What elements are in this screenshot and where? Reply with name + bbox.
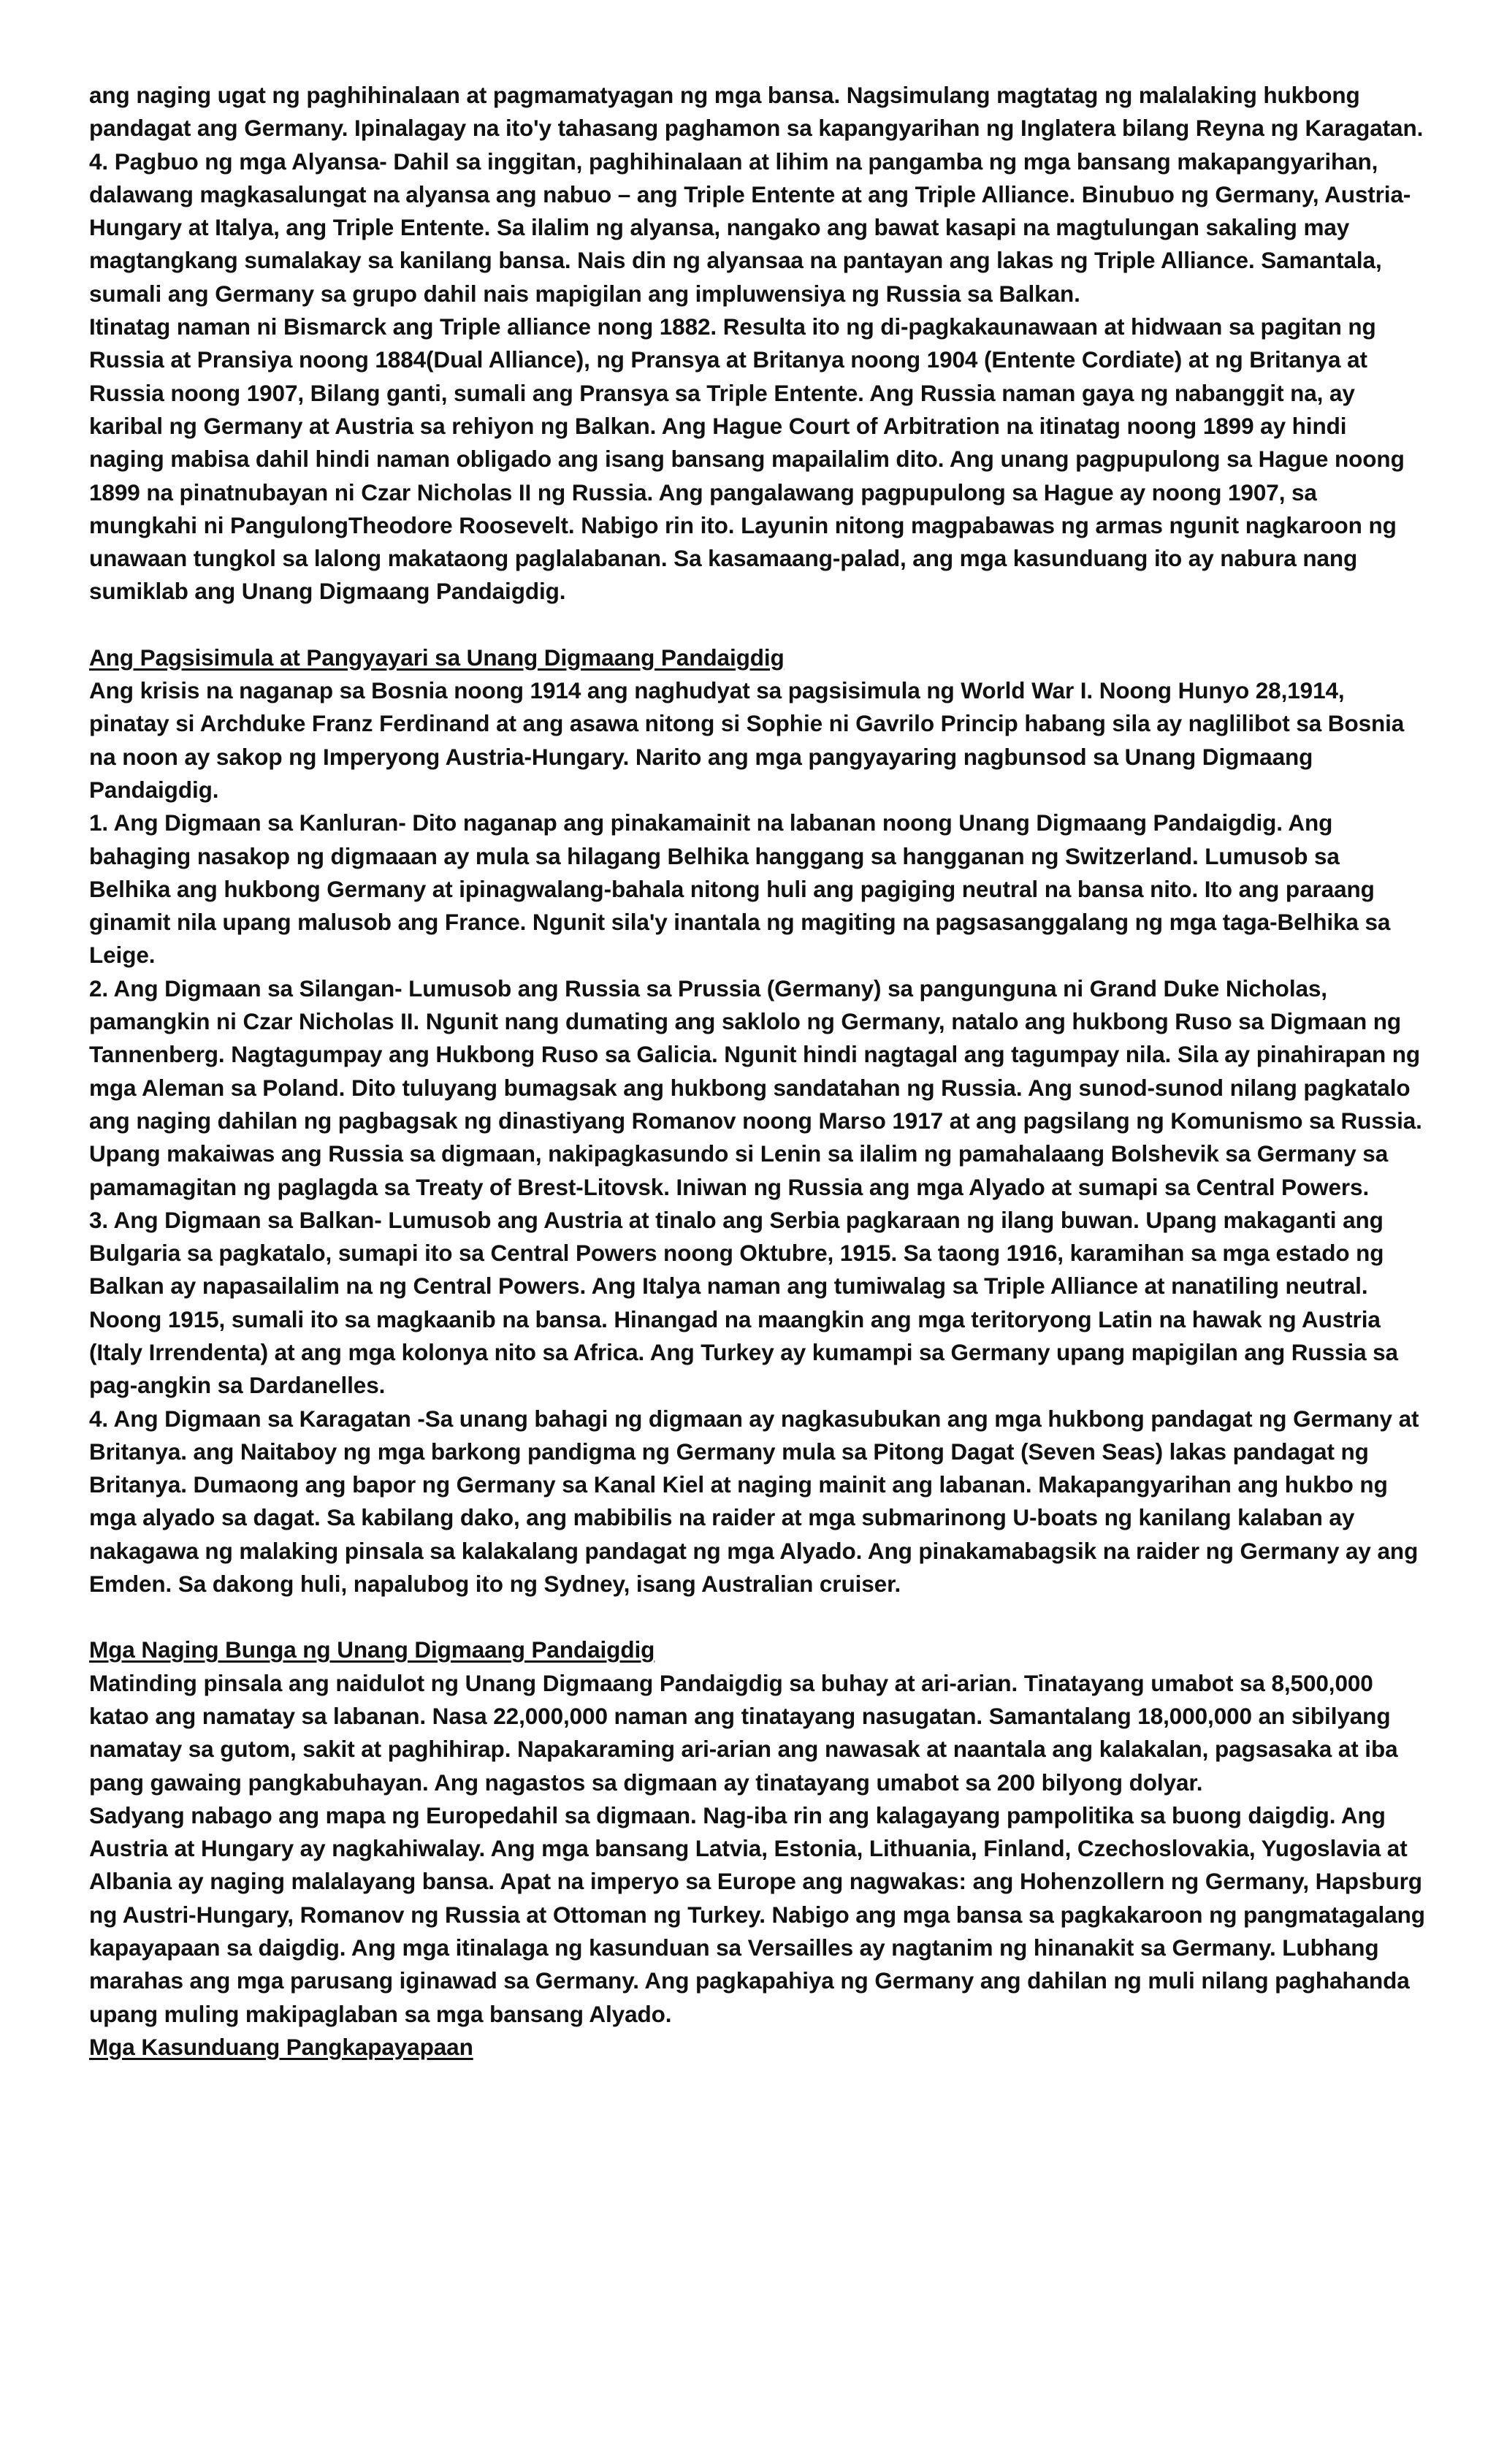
paragraph: 2. Ang Digmaan sa Silangan- Lumusob ang Russia sa Prussia (Germany) sa pangunguna ni Grand Duke Nicholas, pamangkin ni Czar Nicholas II. Ngunit nang dumating ang saklolo ng Germany, natalo ang hukbong Ruso sa Digmaan ng Tannenberg. Nagtagumpay ang Hukbong Ruso sa Galicia. Ngunit hindi nagtagal ang tagumpay nila. Sila ay pinahirapan ng mga Aleman sa Poland. Dito tuluyang bumagsak ang hukbong sandatahan ng Russia. Ang sunod-sunod nilang pagkatalo ang naging dahilan ng pagbagsak ng dinastiyang Romanov noong Marso 1917 at ang pagsilang ng Komunismo sa Russia. Upang makaiwas ang Russia sa digmaan, nakipagkasundo si Lenin sa ilalim ng pamahalaang Bolshevik sa Germany sa pamamagitan ng paglagda sa Treaty of Brest-Litovsk. Iniwan ng Russia ang mga Alyado at sumapi sa Central Powers. [89, 974, 1422, 1200]
section-heading: Mga Kasunduang Pangkapayapaan [89, 2033, 473, 2060]
paragraph: Matinding pinsala ang naidulot ng Unang Digmaang Pandaigdig sa buhay at ari-arian. Tinatayang umabot sa 8,500,000 katao ang namatay sa labanan. Nasa 22,000,000 naman ang tinatayang nasugatan. Samantalang 18,000,000 an sibilyang namatay sa gutom, sakit at paghihirap. Napakaraming ari-arian ang nawasak at naantala ang kalakalan, pagsasaka at iba pang gawaing pangkabuhayan. Ang nagastos sa digmaan ay tinatayang umabot sa 200 bilyong dolyar. [89, 1669, 1398, 1796]
paragraph: 3. Ang Digmaan sa Balkan- Lumusob ang Austria at tinalo ang Serbia pagkaraan ng ilang buwan. Upang makaganti ang Bulgaria sa pagkatalo, sumapi ito sa Central Powers noong Oktubre, 1915. Sa taong 1916, karamihan sa mga estado ng Balkan ay napasailalim na ng Central Powers. Ang Italya naman ang tumiwalag sa Triple Alliance at nanatiling neutral. Noong 1915, sumali ito sa magkaanib na bansa. Hinangad na maangkin ang mga teritoryong Latin na hawak ng Austria (Italy Irrendenta) at ang mga kolonya nito sa Africa. Ang Turkey ay kumampi sa Germany upang mapigilan ang Russia sa pag-angkin sa Dardanelles. [89, 1206, 1398, 1399]
paragraph: 4. Ang Digmaan sa Karagatan -Sa unang bahagi ng digmaan ay nagkasubukan ang mga hukbong pandagat ng Germany at Britanya. ang Naitaboy ng mga barkong pandigma ng Germany mula sa Pitong Dagat (Seven Seas) lakas pandagat ng Britanya. Dumaong ang bapor ng Germany sa Kanal Kiel at naging mainit ang labanan. Makapangyarihan ang hukbo ng mga alyado sa dagat. Sa kabilang dako, ang mabibilis na raider at mga submarinong U-boats ng kanilang kalaban ay nakagawa ng malaking pinsala sa kalakalang pandagat ng mga Alyado. Ang pinakamabagsik na raider ng Germany ay ang Emden. Sa dakong huli, napalubog ito ng Sydney, isang Australian cruiser. [89, 1405, 1419, 1598]
paragraph: Itinatag naman ni Bismarck ang Triple alliance nong 1882. Resulta ito ng di-pagkakaunawaan at hidwaan sa pagitan ng Russia at Pransiya noong 1884(Dual Alliance), ng Pransya at Britanya noong 1904 (Entente Cordiate) at ng Britanya at Russia noong 1907, Bilang ganti, sumali ang Pransya sa Triple Entente. Ang Russia naman gaya ng nabanggit na, ay karibal ng Germany at Austria sa rehiyon ng Balkan. Ang Hague Court of Arbitration na itinatag noong 1899 ay hindi naging mabisa dahil hindi naman obligado ang isang bansang mapailalim dito. Ang unang pagpupulong sa Hague noong 1899 na pinatnubayan ni Czar Nicholas II ng Russia. Ang pangalawang pagpupulong sa Hague ay noong 1907, sa mungkahi ni PangulongTheodore Roosevelt. Nabigo rin ito. Layunin nitong magpabawas ng armas ngunit nagkaroon ng unawaan tungkol sa lalong makataong paglalabanan. Sa kasamaang-palad, ang mga kasunduang ito ay nabura nang sumiklab ang Unang Digmaang Pandaigdig. [89, 313, 1405, 605]
document-body [89, 79, 1426, 2064]
paragraph-gap [89, 609, 1426, 641]
section-heading: Mga Naging Bunga ng Unang Digmaang Pandaigdig [89, 1636, 655, 1663]
paragraph: ang naging ugat ng paghihinalaan at pagmamatyagan ng mga bansa. Nagsimulang magtatag ng malalaking hukbong pandagat ang Germany. Ipinalagay na ito'y tahasang paghamon sa kapangyarihan ng Inglatera bilang Reyna ng Karagatan. [89, 82, 1424, 142]
paragraph: Ang krisis na naganap sa Bosnia noong 1914 ang naghudyat sa pagsisimula ng World War I. Noong Hunyo 28,1914, pinatay si Archduke Franz Ferdinand at ang asawa nitong si Sophie ni Gavrilo Princip habang sila ay naglilibot sa Bosnia na noon ay sakop ng Imperyong Austria-Hungary. Narito ang mga pangyayaring nagbunsod sa Unang Digmaang Pandaigdig. [89, 677, 1405, 803]
paragraph: 4. Pagbuo ng mga Alyansa- Dahil sa inggitan, paghihinalaan at lihim na pangamba ng mga bansang makapangyarihan, dalawang magkasalungat na alyansa ang nabuo – ang Triple Entente at ang Triple Alliance. Binubuo ng Germany, Austria-Hungary at Italya, ang Triple Entente. Sa ilalim ng alyansa, nangako ang bawat kasapi na magtulungan sakaling may magtangkang sumalakay sa kanilang bansa. Nais din ng alyansaa na pantayan ang lakas ng Triple Alliance. Samantala, sumali ang Germany sa grupo dahil nais mapigilan ang impluwensiya ng Russia sa Balkan. [89, 148, 1411, 307]
paragraph: 1. Ang Digmaan sa Kanluran- Dito naganap ang pinakamainit na labanan noong Unang Digmaang Pandaigdig. Ang bahaging nasakop ng digmaaan ay mula sa hilagang Belhika hanggang sa hangganan ng Switzerland. Lumusob sa Belhika ang hukbong Germany at ipinagwalang-bahala nitong huli ang pagiging neutral na bansa nito. Ito ang paraang ginamit nila upang malusob ang France. Ngunit sila'y inantala ng magiting na pagsasanggalang ng mga taga-Belhika sa Leige. [89, 809, 1391, 969]
section-heading: Ang Pagsisimula at Pangyayari sa Unang Digmaang Pandaigdig [89, 644, 785, 671]
paragraph-gap [89, 1601, 1426, 1633]
paragraph: Sadyang nabago ang mapa ng Europedahil sa digmaan. Nag-iba rin ang kalagayang pampolitika sa buong daigdig. Ang Austria at Hungary ay nagkahiwalay. Ang mga bansang Latvia, Estonia, Lithuania, Finland, Czechoslovakia, Yugoslavia at Albania ay naging malalayang bansa. Apat na imperyo sa Europe ang nagwakas: ang Hohenzollern ng Germany, Hapsburg ng Austri-Hungary, Romanov ng Russia at Ottoman ng Turkey. Nabigo ang mga bansa sa pagkakaroon ng pangmatagalang kapayapaan sa daigdig. Ang mga itinalaga ng kasunduan sa Versailles ay nagtanim ng hinanakit sa Germany. Lubhang marahas ang mga parusang iginawad sa Germany. Ang pagkapahiya ng Germany ang dahilan ng muli nilang paghahanda upang muling makipaglaban sa mga bansang Alyado. [89, 1801, 1425, 2027]
